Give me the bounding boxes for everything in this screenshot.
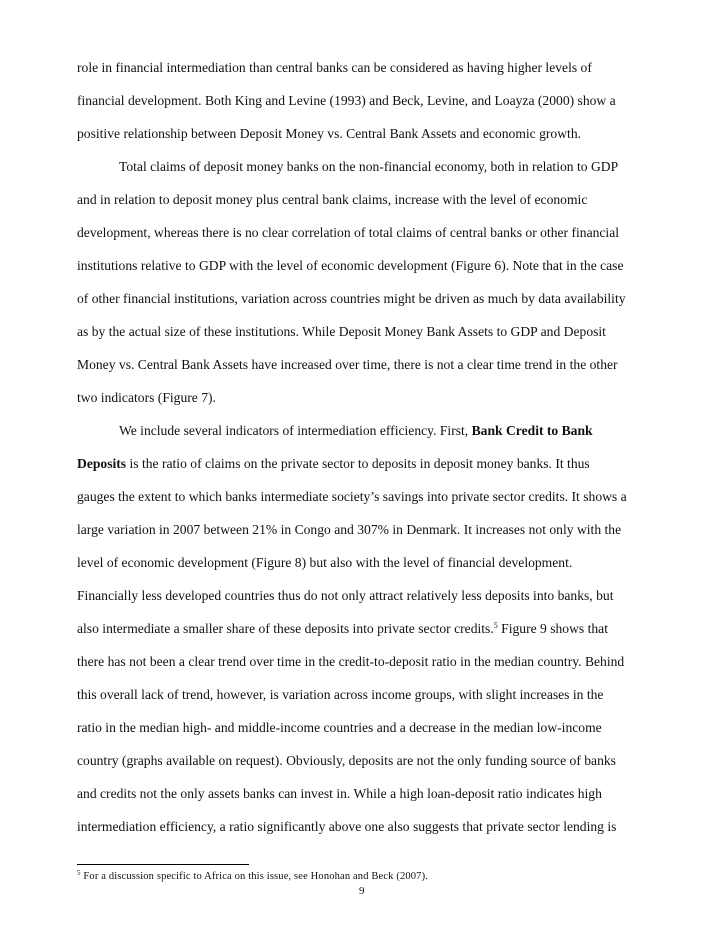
text-segment: We include several indicators of intermediation efficiency. First, — [119, 423, 472, 438]
text-line: large variation in 2007 between 21% in Congo and 307% in Denmark. It increases not only with the — [77, 522, 622, 537]
text-line: ratio in the median high- and middle-income countries and a decrease in the median low-income — [77, 720, 602, 735]
footnote — [77, 871, 428, 882]
text-line: financial development. Both King and Levine (1993) and Beck, Levine, and Loayza (2000) show a — [77, 93, 616, 108]
text-line: intermediation efficiency, a ratio significantly above one also suggests that private sector lending is — [77, 819, 617, 834]
page-number: 9 — [359, 885, 365, 897]
text-line — [77, 622, 608, 636]
text-line: positive relationship between Deposit Money vs. Central Bank Assets and economic growth. — [77, 126, 582, 141]
text-line: country (graphs available on request). Obviously, deposits are not the only funding source of banks — [77, 753, 616, 768]
text-line: there has not been a clear trend over time in the credit-to-deposit ratio in the median country. Behind — [77, 654, 625, 669]
text-line — [119, 424, 593, 438]
text-segment: Figure 9 shows that — [497, 621, 608, 636]
text-line: Total claims of deposit money banks on the non-financial economy, both in relation to GDP — [119, 159, 619, 174]
term-bank-credit-to-bank-deposits: Bank Credit to Bank — [471, 423, 593, 438]
term-bank-credit-to-bank-deposits: Deposits — [77, 456, 127, 471]
text-line: and in relation to deposit money plus central bank claims, increase with the level of economic — [77, 192, 588, 207]
text-line: institutions relative to GDP with the level of economic development (Figure 6). Note that in the case — [77, 258, 624, 273]
footnote-divider — [77, 864, 249, 865]
text-line: level of economic development (Figure 8) but also with the level of financial development. — [77, 555, 573, 570]
text-line: and credits not the only assets banks can invest in. While a high loan-deposit ratio indicates high — [77, 786, 602, 801]
text-line: of other financial institutions, variation across countries might be driven as much by data availability — [77, 291, 626, 306]
text-line: Financially less developed countries thus do not only attract relatively less deposits into banks, but — [77, 588, 614, 603]
text-line: Money vs. Central Bank Assets have increased over time, there is not a clear time trend in the other — [77, 357, 618, 372]
footnote-text: For a discussion specific to Africa on this issue, see Honohan and Beck (2007). — [80, 871, 429, 882]
footnote-marker: 5 — [77, 869, 81, 877]
text-line — [77, 457, 590, 471]
text-line: this overall lack of trend, however, is variation across income groups, with slight increases in the — [77, 687, 604, 702]
footnote-reference[interactable]: 5 — [493, 621, 498, 630]
text-line: gauges the extent to which banks intermediate society’s savings into private sector credits. It shows a — [77, 489, 627, 504]
text-line: role in financial intermediation than central banks can be considered as having higher levels of — [77, 60, 592, 75]
text-line: as by the actual size of these institutions. While Deposit Money Bank Assets to GDP and Deposit — [77, 324, 606, 339]
text-line: development, whereas there is no clear correlation of total claims of central banks or other financial — [77, 225, 620, 240]
text-line: two indicators (Figure 7). — [77, 390, 216, 405]
text-segment: is the ratio of claims on the private sector to deposits in deposit money banks. It thus — [126, 456, 590, 471]
text-segment: also intermediate a smaller share of these deposits into private sector credits. — [77, 621, 494, 636]
